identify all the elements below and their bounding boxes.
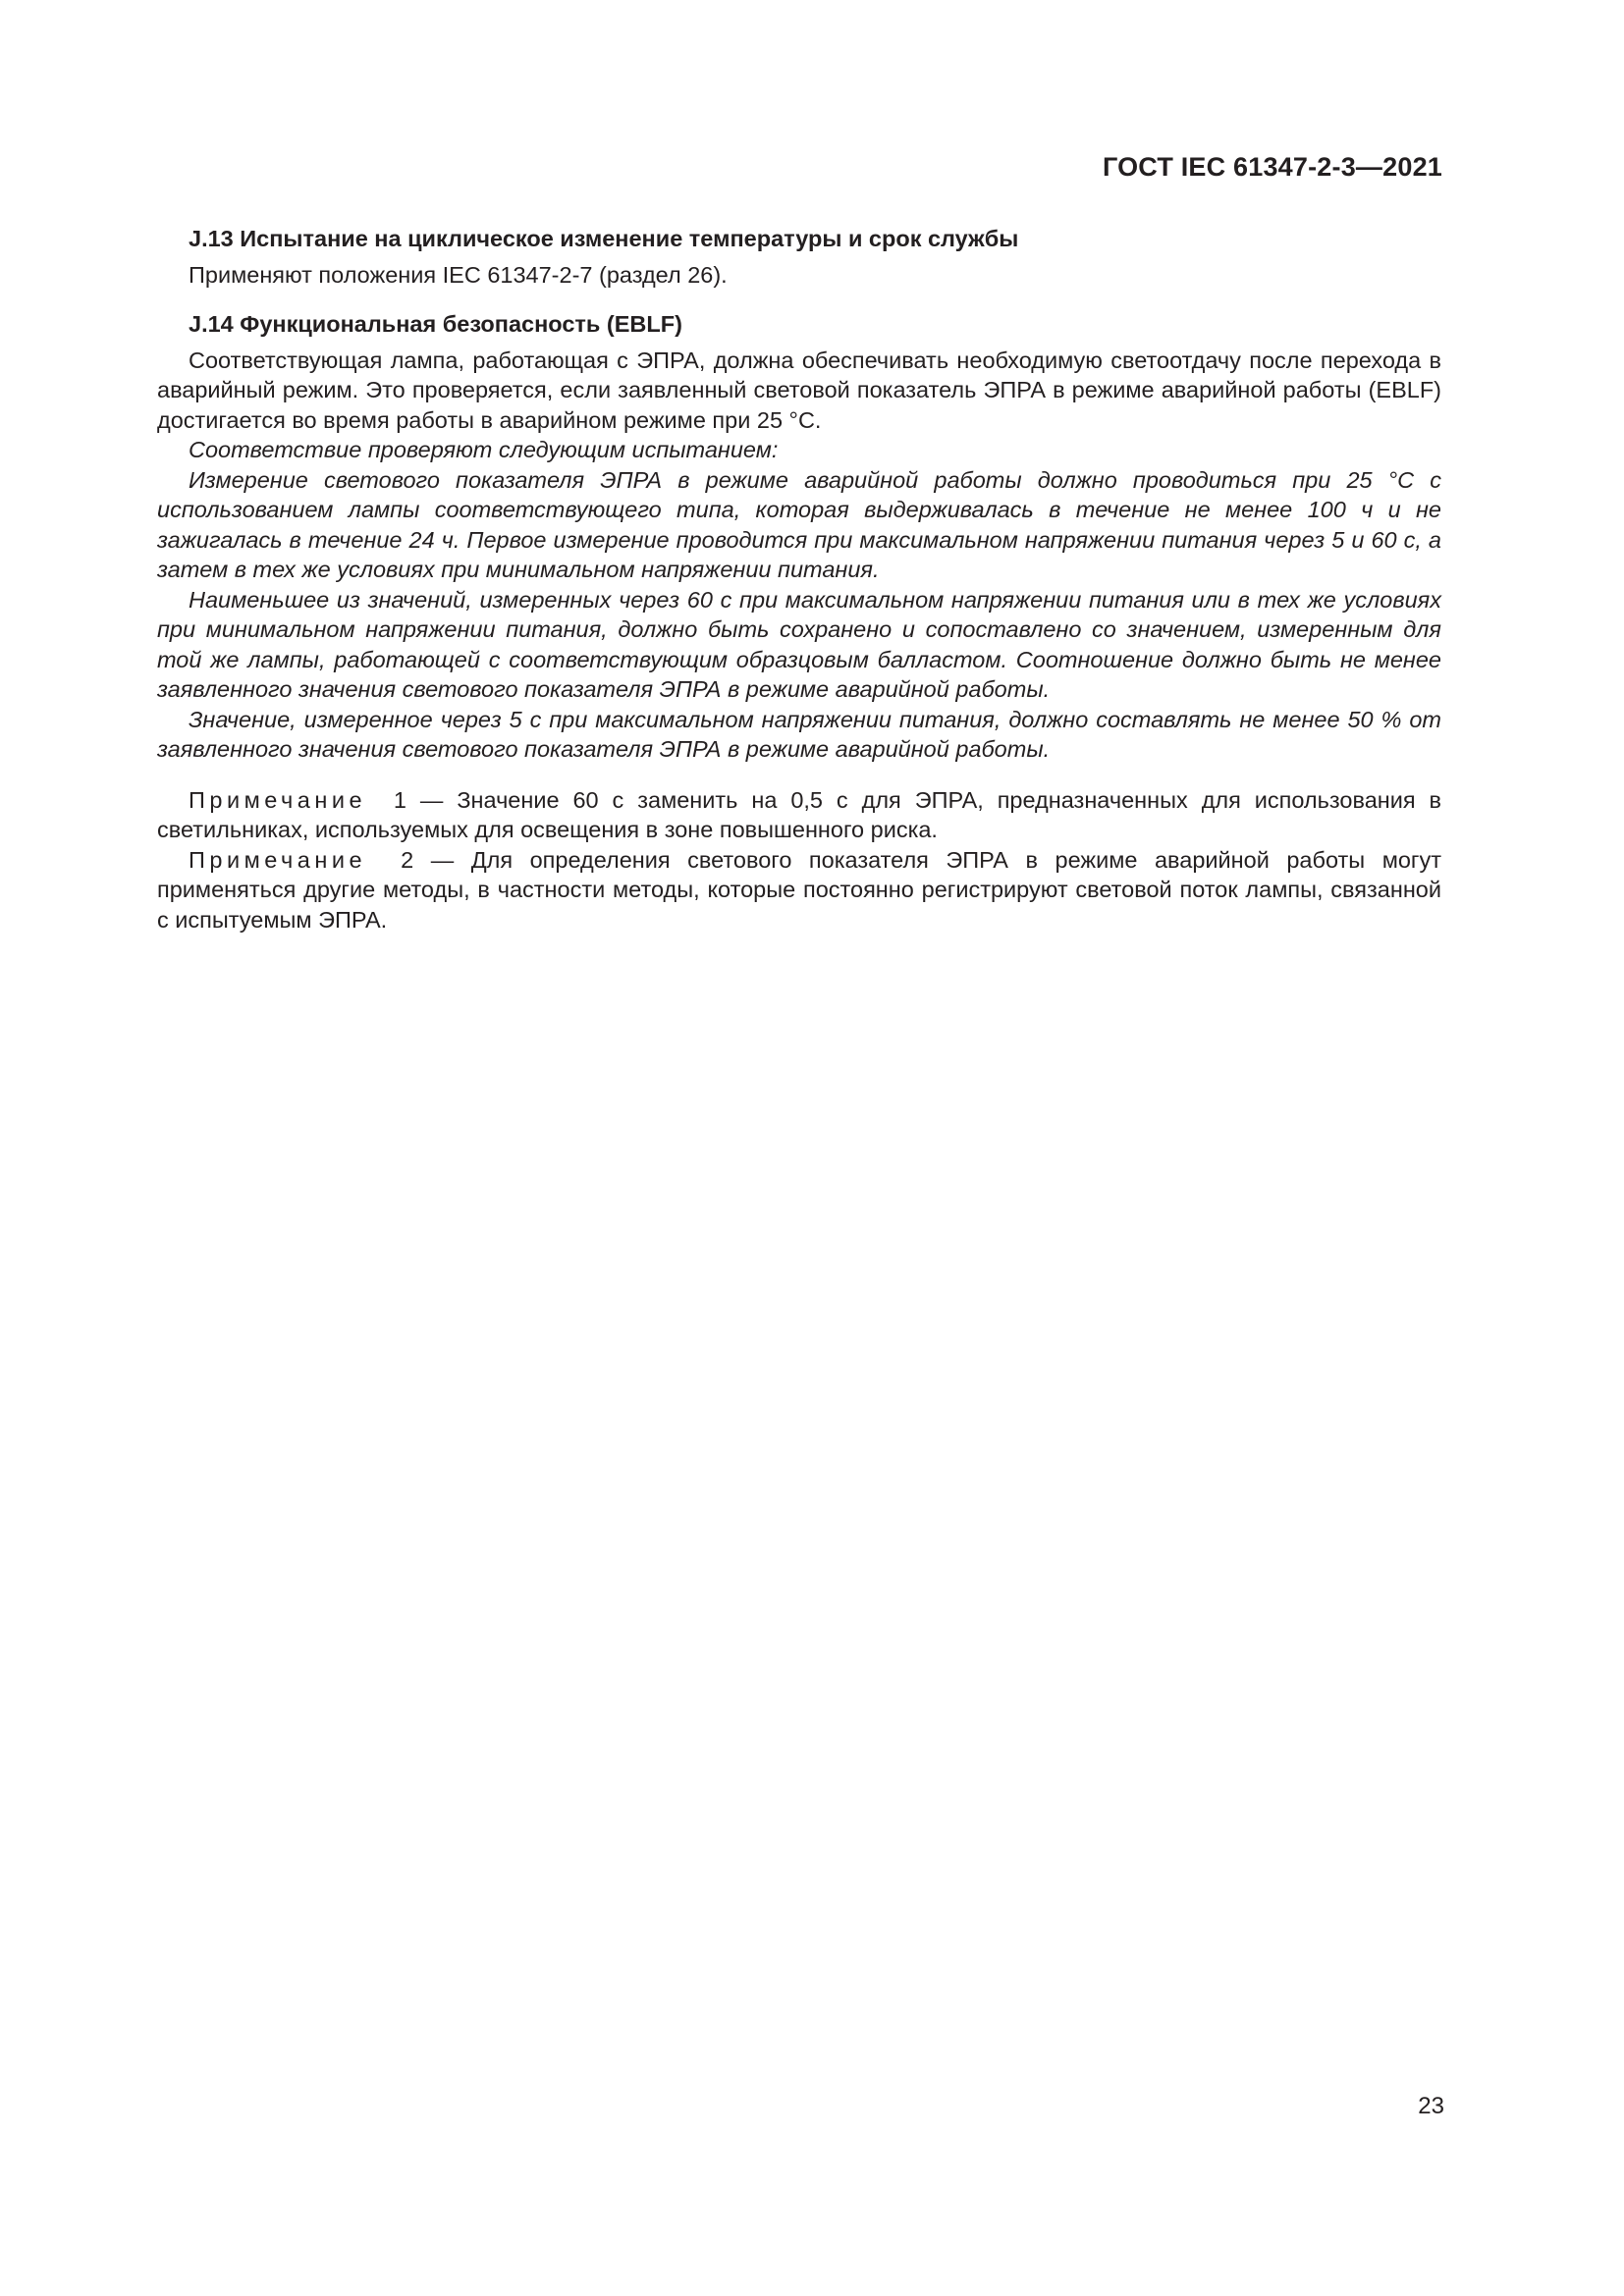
page-number: 23 (1418, 2093, 1444, 2119)
note-2 (157, 845, 1441, 935)
section-j14-paragraph: Соответствующая лампа, работающая с ЭПРА, должна обеспечивать необходимую светоотдачу после перехода в аварийный режим. Это проверяется, если заявленный световой показатель ЭПРА в режиме аварийной работы (EBLF) достигается во время работы в аварийном режиме при 25 °С. (157, 347, 1441, 433)
standard-header: ГОСТ IEC 61347-2-3—2021 (1102, 152, 1442, 182)
note-1-text: 1 — Значение 60 с заменить на 0,5 с для ЭПРА, предназначенных для использования в светильниках, используемых для освещения в зоне повышенного риска. (157, 786, 1442, 842)
page-content (157, 224, 1441, 934)
test-evaluation-paragraph: Наименьшее из значений, измеренных через 60 с при максимальном напряжении питания или в тех же условиях при минимальном напряжении питания, должно быть сохранено и сопоставлено со значением, измеренным для той же лампы, работающей с соответствующим образцовым балластом. Соотношение должно быть не менее заявленного значения светового показателя ЭПРА в режиме аварийной работы. (157, 586, 1441, 702)
note-2-label: Примечание (189, 846, 367, 873)
compliance-intro: Соответствие проверяют следующим испытанием: (189, 437, 779, 462)
test-procedure-paragraph: Измерение светового показателя ЭПРА в режиме аварийной работы должно проводиться при 25 °С с использованием лампы соответствующего типа, которая выдерживалась в течение не менее 100 ч и не зажигалась в течение 24 ч. Первое измерение проводится при максимальном напряжении питания через 5 и 60 с, а затем в тех же условиях при минимальном напряжении питания. (157, 466, 1441, 582)
test-requirement-paragraph: Значение, измеренное через 5 с при максимальном напряжении питания, должно составлять не менее 50 % от заявленного значения светового показателя ЭПРА в режиме аварийной работы. (157, 706, 1441, 762)
section-j13-title: J.13 Испытание на циклическое изменение температуры и срок службы (189, 226, 1019, 251)
note-1 (157, 785, 1441, 845)
note-2-text: 2 — Для определения светового показателя ЭПРА в режиме аварийной работы могут применяться другие методы, в частности методы, которые постоянно регистрируют световой поток лампы, связанной с испытуемым ЭПРА. (157, 846, 1442, 933)
note-1-label: Примечание (189, 786, 367, 813)
section-j13-text: Применяют положения IEC 61347-2-7 (раздел 26). (189, 261, 728, 288)
section-j14-title: J.14 Функциональная безопасность (EBLF) (189, 311, 682, 337)
